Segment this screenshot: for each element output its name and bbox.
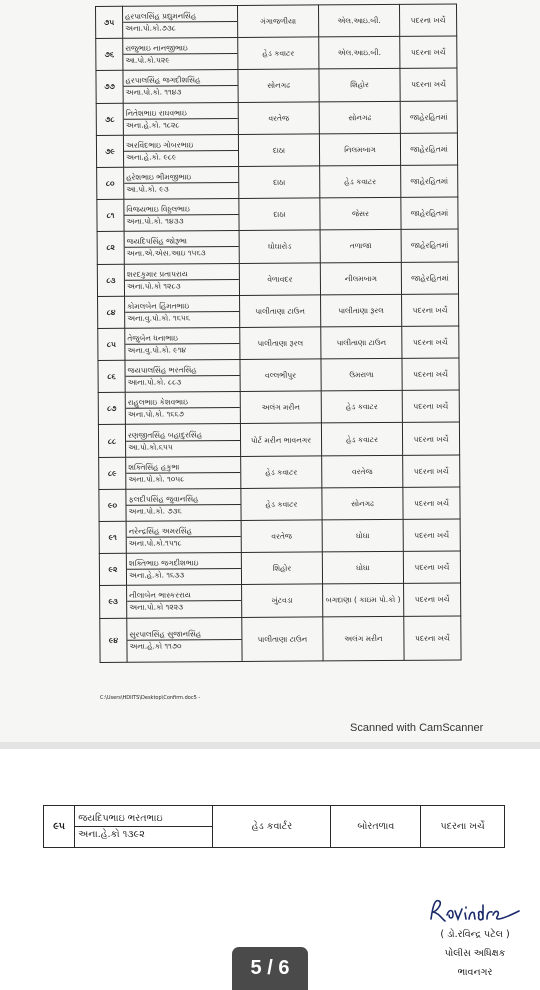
transfer-remark: જાહેરહિતમાં [401, 165, 458, 198]
to-location: શિહોર [319, 69, 400, 102]
from-location: હેડ કવાર્ટર [213, 806, 331, 848]
from-location: વેળાવદર [239, 262, 320, 295]
from-location: સોનગઢ [238, 69, 319, 102]
table-row [97, 165, 458, 200]
to-location: તળાજા [320, 230, 401, 263]
to-location: હેડ કવાટર [321, 391, 402, 424]
transfer-remark: જાહેરહિતમાં [401, 197, 458, 230]
employee-name: શરદકુમાર પ્રતાપરાય [125, 268, 239, 281]
employee-designation: અના.પો.કો. ૧૧૪૩ [125, 87, 182, 98]
to-location: સોનગઢ [319, 101, 400, 134]
employee-name-cell [124, 231, 239, 264]
employee-name: હરેશભાઇ ભીમજીભાઇ [124, 171, 238, 184]
row-number: ૭૭ [96, 71, 123, 103]
table-row [97, 197, 458, 232]
row-number: ૯૧ [99, 521, 126, 553]
employee-name: નીલાબેન ભાસ્કરરાય [127, 589, 241, 602]
employee-name-cell [127, 617, 242, 662]
table-row [100, 616, 461, 663]
page-divider [0, 742, 540, 749]
row-number: ૮૬ [98, 360, 125, 392]
table-row [99, 455, 460, 490]
to-location: નીલમબાગ [320, 262, 401, 295]
table-row [96, 36, 457, 71]
table-row [96, 133, 457, 168]
transfer-table-body [96, 4, 462, 662]
to-location: બગદાણા ( કાઇમ પો.કો ) [323, 584, 404, 617]
table-row [100, 583, 461, 618]
from-location: દાઠા [239, 198, 320, 231]
employee-name: વિજયભાઇ વિઠ્ઠલભાઇ [124, 203, 238, 216]
employee-name-cell [123, 38, 238, 71]
employee-name: કોમલબેન હિંમતભાઇ [125, 300, 239, 313]
transfer-remark: પદરના ખર્ચે [399, 4, 456, 37]
employee-name-cell [123, 6, 238, 39]
transfer-remark: પદરના ખર્ચે [402, 390, 459, 423]
employee-name-cell [124, 166, 239, 199]
employee-designation: અના.એ.એસ.આઇ ૧૫૬૩ [126, 248, 206, 259]
employee-designation: અના.હે.કો. ૧૮૨૮ [125, 120, 180, 130]
row-number: ૮૩ [97, 264, 124, 296]
table-row [98, 358, 459, 393]
from-location: વરતેજ [238, 101, 319, 134]
signature-block [420, 895, 530, 982]
from-location: દાઠા [238, 134, 319, 167]
signatory-name: ( ડો.રવિન્દ્ર પટેલ ) [440, 929, 510, 940]
row-number: ૯૩ [100, 586, 127, 618]
transfer-remark: પદરના ખર્ચે [402, 358, 459, 391]
to-location: સોનગઢ [322, 487, 403, 520]
from-location: હેડ કવાટર [238, 37, 319, 70]
to-location: વરતેજ [322, 455, 403, 488]
transfer-remark: પદરના ખર્ચે [400, 68, 457, 101]
from-location: વરતેજ [241, 520, 322, 553]
from-location: અલંગ મરીન [240, 391, 321, 424]
transfer-remark: પદરના ખર્ચે [403, 455, 460, 488]
employee-designation: અના.પો.કો ૧૨૮૩ [126, 281, 181, 291]
employee-name: જયદિપસિંહ જોરૂભા [125, 235, 239, 248]
table-row [96, 101, 457, 136]
employee-name-cell [125, 360, 240, 393]
to-location: એલ.આઇ.બી. [318, 4, 399, 37]
transfer-remark: પદરના ખર્ચે [402, 294, 459, 327]
employee-name-cell [125, 327, 240, 360]
row-number: ૯૨ [99, 553, 126, 585]
from-location: ઘોઘારોડ [239, 230, 320, 263]
row-number: ૮૪ [98, 296, 125, 328]
signatory-location: ભાવનગર [457, 967, 493, 978]
row-number: ૭૮ [96, 103, 123, 135]
transfer-remark: પદરના ખર્ચે [402, 422, 459, 455]
to-location: એલ.આઇ.બી. [319, 37, 400, 70]
employee-designation: અના.પો.કો. ૧૬૬૭ [127, 409, 184, 420]
employee-name: રાહુલભાઇ કેશવભાઇ [126, 396, 240, 409]
to-location: અલંગ મરીન [323, 616, 404, 661]
from-location: ખુંટવડા [242, 584, 323, 617]
transfer-remark: પદરના ખર્ચે [404, 583, 461, 616]
table-row [97, 261, 458, 296]
employee-designation: અના.પો.કો.૧૫૧૮ [128, 538, 182, 548]
employee-name: શક્તિસિંહ હકુભા [126, 461, 240, 474]
table-row [98, 422, 459, 457]
from-location: પોર્ટ મરીન ભાવનગર [240, 423, 321, 456]
employee-name: હરપાલસિંહ પ્રદ્યુમનસિંહ [123, 10, 237, 23]
transfer-remark: પદરના ખર્ચે [403, 519, 460, 552]
transfer-remark: જાહેરહિતમાં [401, 229, 458, 262]
table-row [96, 4, 457, 39]
table-row [99, 487, 460, 522]
to-location: હેડ કવાટર [320, 165, 401, 198]
employee-name: સુરપાલસિંહ સુજાનસિંહ [127, 628, 241, 641]
file-path-footer: C:\Users\HDIITS\Desktop\Confirm.doc5 - [100, 695, 201, 701]
employee-name-cell [126, 456, 241, 489]
table-row [96, 68, 457, 103]
transfer-remark: પદરના ખર્ચે [404, 616, 461, 660]
transfer-remark: પદરના ખર્ચે [402, 326, 459, 359]
employee-name: શક્તિભાઇ જગદીશભાઇ [127, 557, 241, 570]
row-number: ૯૪ [100, 618, 127, 662]
employee-name-cell [126, 520, 241, 553]
employee-designation: અના.હે.કો. ૯૮૯ [126, 152, 177, 162]
from-location: વલ્લભીપુર [240, 359, 321, 392]
table-row [98, 294, 459, 329]
employee-designation: અના.પો.કો.૭૩૮ [125, 23, 176, 33]
employee-designation: અના.પો.કો. ૭૩૬ [128, 506, 182, 516]
employee-name: તેજુબેન ધનાભાઇ [125, 332, 239, 345]
to-location: ઘોઘા [322, 519, 403, 552]
row-number: ૮૧ [97, 199, 124, 231]
transfer-table [95, 3, 462, 662]
from-location: પાલીતાણા ટાઉન [240, 295, 321, 328]
row-number: ૮૯ [99, 457, 126, 489]
employee-name: રાજુભાઇ નાનજીભાઇ [123, 42, 237, 55]
employee-designation: અના.પો.કો. ૧૦૫૮ [128, 474, 185, 484]
to-location: પાલીતાણા ટાઉન [321, 326, 402, 359]
row-number: ૯૫ [44, 806, 75, 848]
from-location: ગંગાજળીયા [238, 5, 319, 38]
transfer-remark: જાહેરહિતમાં [400, 133, 457, 166]
transfer-remark: પદરના ખર્ચે [403, 487, 460, 520]
employee-name: જયદિપભાઇ ભરતભાઇ [75, 811, 212, 827]
camscanner-watermark: Scanned with CamScanner [350, 722, 484, 734]
to-location: જેસર [320, 197, 401, 230]
employee-name-cell [124, 199, 239, 232]
row-number: ૮૦ [97, 167, 124, 199]
from-location: દાઠા [239, 166, 320, 199]
employee-designation: આ.પો.કો. ૯૩ [126, 184, 169, 194]
from-location: હેડ કવાટર [241, 488, 322, 521]
table-row [44, 806, 505, 848]
transfer-remark: જાહેરહિતમાં [401, 261, 458, 294]
employee-designation: આ.પો.કો.૫૨૯ [125, 55, 170, 66]
employee-designation: અના.વુ.પો.કો. ૯૧૪ [127, 345, 187, 355]
employee-designation: અના.હે.કો ૧૩૯૨ [78, 829, 145, 840]
employee-name: ફલદીપસિંહ જુવાનસિંહ [126, 493, 240, 506]
transfer-remark: પદરના ખર્ચે [421, 806, 505, 848]
signatory-designation: પોલીસ અધિક્ષક [444, 948, 506, 959]
employee-name-cell [123, 70, 238, 103]
employee-name: અરવિંદભાઇ ગોબરભાઇ [124, 139, 238, 152]
table-row [99, 519, 460, 554]
to-location: હેડ કવાટર [321, 423, 402, 456]
employee-designation: અના.પો.કો. ૧૪૩૩ [126, 216, 184, 227]
employee-designation: અના.પો.કો ૧૨૨૩ [129, 602, 184, 613]
to-location: બોરતળાવ [331, 806, 421, 848]
row-number: ૮૭ [98, 393, 125, 425]
transfer-table-continued [43, 805, 505, 848]
transfer-remark: જાહેરહિતમાં [400, 101, 457, 134]
employee-designation: અના.હે.કો. ૧૬૩૩ [128, 570, 185, 581]
employee-designation: અના.હે.કો ૧૧૭૦ [129, 640, 182, 651]
to-location: ઘોઘા [322, 552, 403, 585]
employee-name-cell [123, 134, 238, 167]
employee-name-cell [126, 488, 241, 521]
employee-designation: આના.પો.કો. ૮૮૩ [127, 377, 182, 387]
employee-name: રણજીતસિંહ બહાદુરસિંહ [126, 429, 240, 442]
employee-designation: અના.વુ.પો.કો. ૧૬૫૬ [127, 313, 191, 323]
row-number: ૭૯ [96, 135, 123, 167]
transfer-remark: પદરના ખર્ચે [403, 551, 460, 584]
employee-name: નરેન્દ્રસિંહ અમરસિંહ [127, 525, 241, 538]
table-row [97, 229, 458, 264]
table-row [98, 390, 459, 425]
employee-name-cell [125, 295, 240, 328]
row-number: ૭૫ [96, 6, 123, 38]
row-number: ૮૮ [98, 425, 125, 457]
employee-name-cell [126, 553, 241, 586]
page-indicator[interactable]: 5 / 6 [232, 947, 308, 990]
transfer-remark: પદરના ખર્ચે [400, 36, 457, 69]
table-row [99, 551, 460, 586]
employee-name-cell [75, 806, 213, 848]
to-location: ઉમરાળા [321, 358, 402, 391]
employee-designation: આ.પો.કો.૬૫૫ [128, 441, 173, 452]
row-number: ૮૫ [98, 328, 125, 360]
employee-name-cell [127, 585, 242, 618]
employee-name-cell [123, 102, 238, 135]
employee-name-cell [125, 424, 240, 457]
employee-name-cell [124, 263, 239, 296]
employee-name: જયપાલસિંહ ભરતસિંહ [126, 364, 240, 377]
row-number: ૮૨ [97, 232, 124, 264]
from-location: હેડ કવાટર [241, 456, 322, 489]
row-number: ૭૬ [96, 38, 123, 70]
employee-name: હરપાલસિંહ જગદીશસિંહ [123, 74, 237, 87]
employee-name-cell [125, 392, 240, 425]
from-location: પાલીતાણા ટાઉન [242, 616, 323, 661]
from-location: પાલીતાણા રૂરલ [240, 327, 321, 360]
handwritten-signature [425, 895, 525, 925]
to-location: નિલમબાગ [319, 133, 400, 166]
from-location: શિહોર [241, 552, 322, 585]
employee-name: નિતેશભાઇ રાઘવભાઇ [124, 107, 238, 120]
row-number: ૯૦ [99, 489, 126, 521]
table-row [98, 326, 459, 361]
to-location: પાલીતાણા રૂરલ [321, 294, 402, 327]
